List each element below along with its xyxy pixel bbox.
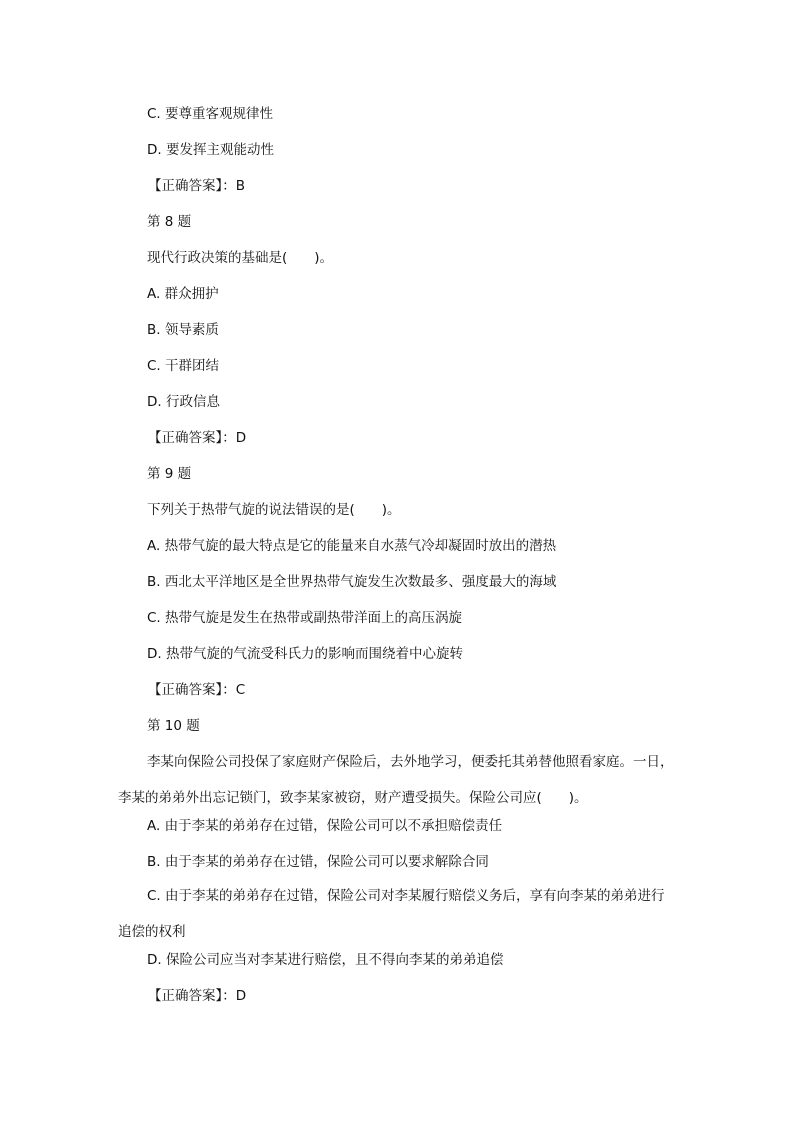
q10-title: 第 10 题 [147,718,200,734]
q8-option-c: C. 干群团结 [147,358,220,374]
q10-answer: 【正确答案】：D [148,988,247,1004]
q10-option-b: B. 由于李某的弟弟存在过错，保险公司可以要求解除合同 [147,854,489,870]
q10-option-c: C. 由于李某的弟弟存在过错，保险公司对李某履行赔偿义务后，享有向李某的弟弟进行追偿的权利 [118,888,665,940]
q8-answer: 【正确答案】：D [148,430,247,446]
q8-option-d: D. 行政信息 [147,394,220,410]
q7-answer: 【正确答案】：B [148,178,246,194]
q9-question: 下列关于热带气旋的说法错误的是( )。 [147,502,401,518]
q9-option-c: C. 热带气旋是发生在热带或副热带洋面上的高压涡旋 [147,610,463,626]
q9-answer: 【正确答案】：C [148,682,246,698]
q10-question: 李某向保险公司投保了家庭财产保险后，去外地学习，便委托其弟替他照看家庭。一日，李某的弟弟外出忘记锁门，致李某家被窃，财产遭受损失。保险公司应( )。 [118,754,674,806]
q7-option-d: D. 要发挥主观能动性 [147,142,274,158]
q8-question: 现代行政决策的基础是( )。 [147,250,334,266]
q9-option-b: B. 西北太平洋地区是全世界热带气旋发生次数最多、强度最大的海域 [147,574,557,590]
q8-title: 第 8 题 [147,214,192,230]
q10-option-d: D. 保险公司应当对李某进行赔偿，且不得向李某的弟弟追偿 [147,952,504,968]
q7-option-c: C. 要尊重客观规律性 [147,106,274,122]
q8-option-b: B. 领导素质 [147,322,219,338]
q9-option-a: A. 热带气旋的最大特点是它的能量来自水蒸气冷却凝固时放出的潜热 [147,538,557,554]
q9-option-d: D. 热带气旋的气流受科氏力的影响而围绕着中心旋转 [147,646,463,662]
q8-option-a: A. 群众拥护 [147,286,219,302]
q10-option-a: A. 由于李某的弟弟存在过错，保险公司可以不承担赔偿责任 [147,818,503,834]
q9-title: 第 9 题 [147,466,192,482]
